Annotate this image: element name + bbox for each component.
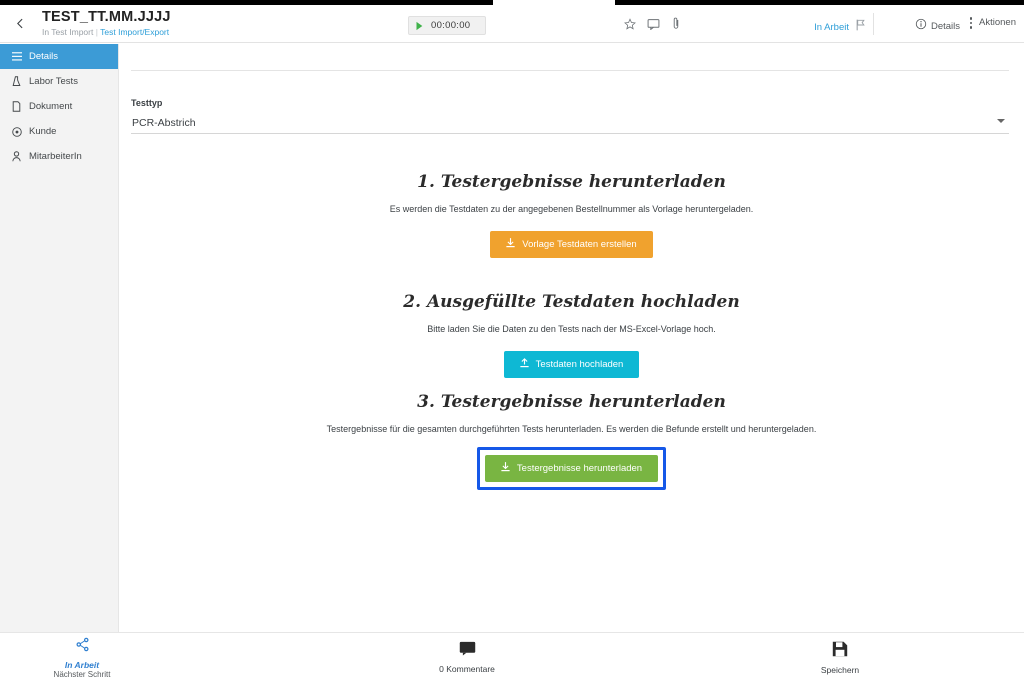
download-icon	[506, 238, 515, 251]
header-icon-group	[624, 17, 681, 35]
button-label: Vorlage Testdaten erstellen	[522, 239, 637, 250]
document-icon	[11, 101, 22, 112]
section-description: Testergebnisse für die gesamten durchgeführten Tests herunterladen. Es werden die Befunde erstellt und heruntergeladen.	[326, 424, 817, 434]
button-label: Testdaten hochladen	[535, 359, 624, 370]
status-label: In Arbeit	[814, 21, 849, 33]
chevron-left-icon	[14, 17, 27, 30]
section-description: Es werden die Testdaten zu der angegebenen Bestellnummer als Vorlage heruntergeladen.	[389, 204, 754, 214]
share-icon	[75, 637, 90, 657]
timer-widget[interactable]	[408, 16, 486, 35]
back-button[interactable]	[0, 5, 40, 43]
next-step-sublabel: Nächster Schritt	[53, 669, 111, 679]
sidebar-item-label: Kunde	[29, 126, 57, 137]
save-icon	[832, 641, 848, 662]
person-icon	[11, 151, 22, 162]
info-circle-icon	[915, 17, 927, 35]
sidebar-item-details[interactable]	[0, 44, 118, 69]
play-icon[interactable]	[409, 17, 429, 34]
sidebar-item-label: Details	[29, 51, 59, 62]
attachment-icon[interactable]	[671, 17, 681, 35]
testtyp-selected-value: PCR-Abstrich	[132, 116, 196, 129]
testtyp-select[interactable]	[131, 112, 1009, 134]
save-label: Speichern	[820, 664, 860, 675]
sidebar-item-dokument[interactable]	[0, 94, 118, 119]
app-header	[0, 5, 1024, 43]
actions-button-label: Aktionen	[979, 17, 1016, 29]
target-icon	[11, 127, 22, 137]
vorlage-testdaten-erstellen-button[interactable]	[490, 231, 652, 258]
breadcrumb-first: In Test Import	[42, 27, 94, 37]
sidebar-item-label: MitarbeiterIn	[29, 151, 82, 162]
sidebar-item-kunde[interactable]	[0, 119, 118, 144]
next-step-status-label: In Arbeit	[64, 659, 100, 670]
section-title: 2. Ausgefüllte Testdaten hochladen	[403, 292, 740, 312]
sidebar-item-labor-tests[interactable]	[0, 69, 118, 94]
breadcrumb-second[interactable]: Test Import/Export	[100, 27, 170, 37]
status-badge[interactable]	[814, 18, 866, 36]
save-button[interactable]	[800, 641, 880, 675]
timer-value: 00:00:00	[431, 20, 471, 31]
button-label: Testergebnisse herunterladen	[516, 463, 643, 474]
page-title: TEST_TT.MM.JJJJ	[42, 9, 171, 25]
testtyp-label: Testtyp	[131, 98, 163, 108]
flag-icon	[855, 18, 866, 36]
download-icon	[501, 462, 510, 475]
sidebar-item-mitarbeiterin[interactable]	[0, 144, 118, 169]
main-content	[119, 44, 1024, 632]
sidebar	[0, 44, 119, 632]
breadcrumb-separator: |	[95, 27, 98, 37]
comment-icon	[459, 641, 476, 661]
header-title-block	[42, 9, 171, 38]
content-divider	[131, 70, 1009, 71]
kebab-menu-icon	[966, 17, 976, 29]
sidebar-item-label: Dokument	[29, 101, 73, 112]
details-button[interactable]	[915, 17, 960, 35]
section-description: Bitte laden Sie die Daten zu den Tests nach der MS-Excel-Vorlage hoch.	[427, 324, 716, 334]
chevron-down-icon[interactable]	[997, 119, 1005, 123]
section-upload-testdata	[119, 292, 1024, 378]
comments-button[interactable]	[427, 641, 507, 674]
next-step-button[interactable]	[42, 637, 122, 679]
upload-icon	[520, 358, 529, 371]
sidebar-item-label: Labor Tests	[29, 76, 78, 87]
list-icon	[11, 52, 22, 61]
section-title: 3. Testergebnisse herunterladen	[417, 392, 726, 412]
focus-highlight-box	[477, 447, 666, 490]
section-title: 1. Testergebnisse herunterladen	[417, 172, 726, 192]
section-download-template	[119, 172, 1024, 258]
testergebnisse-herunterladen-button[interactable]	[485, 455, 658, 482]
testdaten-hochladen-button[interactable]	[504, 351, 640, 378]
section-download-results	[119, 392, 1024, 490]
star-icon[interactable]	[624, 17, 636, 35]
header-divider	[873, 13, 874, 35]
breadcrumb	[42, 26, 171, 38]
app-footer	[0, 632, 1024, 682]
comment-icon[interactable]	[647, 17, 660, 35]
comments-label: 0 Kommentare	[439, 664, 495, 674]
actions-button[interactable]	[966, 17, 1016, 29]
details-button-label: Details	[930, 20, 960, 32]
flask-icon	[11, 76, 22, 87]
